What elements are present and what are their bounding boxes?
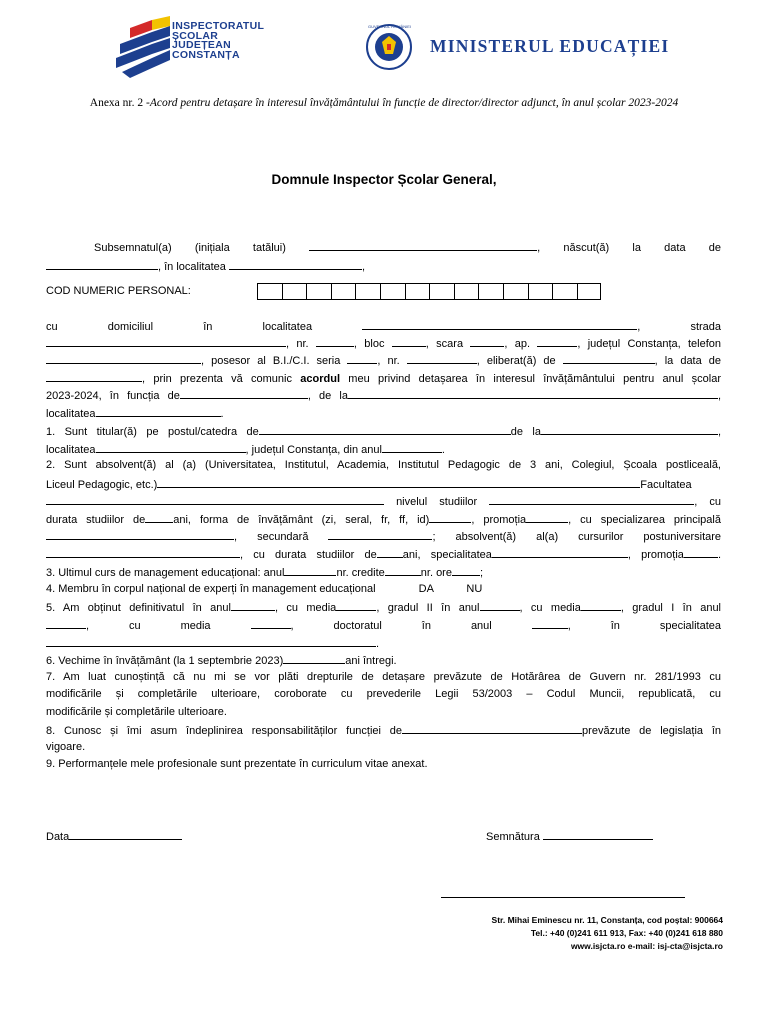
- form-line-7: 2023-2024, în funcția de , de la ,: [46, 390, 721, 402]
- grade1-grade-field[interactable]: [251, 618, 291, 629]
- main-specialization-field[interactable]: [46, 529, 234, 540]
- grade2-grade-field[interactable]: [581, 600, 621, 611]
- isj-logo-line: ȘCOLAR: [172, 29, 219, 42]
- cnp-digit-box[interactable]: [577, 283, 602, 300]
- annex-prefix: Anexa nr. 2 -: [89, 97, 150, 109]
- item-9: 9. Performanțele mele profesionale sunt prezentate în curriculum vitae anexat.: [46, 758, 428, 770]
- cnp-digit-box[interactable]: [331, 283, 356, 300]
- secondary-specialization-field[interactable]: [328, 529, 432, 540]
- mgmt-credits-field[interactable]: [385, 565, 421, 576]
- annex-text: Acord pentru detașare în interesul învățământului în funcție de director/director adjunct, în anul școlar 2023-2024: [149, 97, 679, 109]
- cnp-input[interactable]: [257, 283, 601, 300]
- study-level-field[interactable]: [489, 494, 694, 505]
- tenure-post-field[interactable]: [259, 424, 511, 435]
- postgrad-duration-field[interactable]: [377, 547, 403, 558]
- footer-phone: Tel.: +40 (0)241 611 913, Fax: +40 (0)241 618 880: [530, 928, 723, 938]
- tenure-locality-field[interactable]: [96, 442, 246, 453]
- cnp-digit-box[interactable]: [306, 283, 331, 300]
- cnp-digit-box[interactable]: [528, 283, 553, 300]
- street-number-field[interactable]: [316, 336, 354, 347]
- doctorate-specialty-field[interactable]: [46, 636, 376, 647]
- doctorate-year-field[interactable]: [532, 618, 568, 629]
- form-line-2: , în localitatea ,: [46, 259, 721, 273]
- mgmt-course-year-field[interactable]: [284, 565, 336, 576]
- isj-logo-line: CONSTANȚA: [172, 48, 240, 61]
- residence-locality-field[interactable]: [362, 319, 637, 330]
- item-7-line-3: modificările și completările ulterioare.: [46, 706, 227, 718]
- faculty-field[interactable]: [46, 494, 384, 505]
- school-field[interactable]: [348, 388, 718, 399]
- study-form-field[interactable]: [429, 512, 471, 523]
- signature-field[interactable]: [543, 829, 653, 840]
- ministry-logo: [362, 22, 722, 72]
- form-line-1: Subsemnatul(a) (inițiala tatălui) , născut(ă) la data de: [94, 242, 722, 254]
- id-issue-date-field[interactable]: [46, 371, 142, 382]
- item-8-line-2: vigoare.: [46, 741, 86, 753]
- item-2-line-3: nivelul studiilor , cu: [46, 494, 721, 508]
- father-initial-field[interactable]: [309, 240, 537, 251]
- item-5-line-3: .: [46, 636, 721, 650]
- item-2-line-1: 2. Sunt absolvent(ă) al (a) (Universitatea, Institutul, Academia, Institutul Pedagogic de 3 ani, Colegiul, Școala postliceală,: [46, 459, 721, 471]
- mgmt-hours-field[interactable]: [452, 565, 480, 576]
- school-locality-field[interactable]: [96, 406, 221, 417]
- cnp-digit-box[interactable]: [380, 283, 405, 300]
- item-8-line-1: 8. Cunosc și îmi asum îndeplinirea responsabilităților funcției de prevăzute de legislația în: [46, 725, 722, 737]
- signature-label: Semnătura: [486, 831, 540, 843]
- date-field[interactable]: [69, 829, 182, 840]
- definitivat-grade-field[interactable]: [336, 600, 376, 611]
- cnp-label: COD NUMERIC PERSONAL:: [46, 285, 191, 297]
- annex-title: [0, 97, 768, 109]
- item-4: 4. Membru în corpul național de experți în management educațional DA NU: [46, 583, 483, 595]
- signature-row: [486, 829, 653, 843]
- isj-logo-line: JUDEȚEAN: [172, 39, 231, 51]
- responsibility-function-field[interactable]: [402, 723, 582, 734]
- cnp-digit-box[interactable]: [355, 283, 380, 300]
- street-field[interactable]: [46, 336, 286, 347]
- item-3: 3. Ultimul curs de management educațional: anul nr. credite nr. ore ;: [46, 567, 484, 579]
- postgrad-course-field[interactable]: [46, 547, 240, 558]
- staircase-field[interactable]: [470, 336, 504, 347]
- footer-divider: [441, 897, 685, 898]
- item-5-line-1: 5. Am obținut definitivatul în anul , cu media , gradul II în anul , cu media , gradul I în anul: [46, 602, 721, 614]
- study-duration-field[interactable]: [145, 512, 173, 523]
- function-field[interactable]: [180, 388, 308, 399]
- option-da[interactable]: DA: [418, 583, 434, 595]
- cnp-digit-box[interactable]: [429, 283, 454, 300]
- greeting: Domnule Inspector Școlar General,: [271, 172, 497, 187]
- id-issuer-field[interactable]: [563, 353, 655, 364]
- seal-text: GUVERNUL ROMÂNIEI: [368, 24, 411, 29]
- birth-date-field[interactable]: [46, 259, 158, 270]
- item-7-line-1: 7. Am luat cunoștință că nu mi se vor plăti drepturile de detașare prevăzute de Hotărârea de Guvern nr. 281/1993 cu: [46, 671, 721, 683]
- item-6: 6. Vechime în învățământ (la 1 septembrie 2023) ani întregi.: [46, 655, 397, 667]
- form-line-6: , prin prezenta vă comunic acordul meu privind detașarea în interesul învățământului pentru anul școlar: [46, 371, 721, 385]
- isj-constanta-logo: [112, 14, 312, 84]
- government-seal-icon: [362, 22, 420, 72]
- id-number-field[interactable]: [407, 353, 477, 364]
- grade1-year-field[interactable]: [46, 618, 86, 629]
- date-label: Data: [46, 831, 70, 843]
- postgrad-specialty-field[interactable]: [492, 547, 628, 558]
- cnp-digit-box[interactable]: [552, 283, 577, 300]
- footer-contact: [492, 914, 723, 953]
- ministry-name: MINISTERUL EDUCAȚIEI: [430, 36, 670, 56]
- postgrad-year-field[interactable]: [684, 547, 718, 558]
- apartment-field[interactable]: [537, 336, 577, 347]
- option-nu[interactable]: NU: [466, 583, 483, 595]
- cnp-digit-box[interactable]: [282, 283, 307, 300]
- item-1-line-2: localitatea , județul Constanța, din anul .: [46, 444, 445, 456]
- block-field[interactable]: [392, 336, 426, 347]
- isj-logo-line: INSPECTORATUL: [172, 20, 265, 32]
- phone-field[interactable]: [46, 353, 201, 364]
- graduation-year-field[interactable]: [526, 512, 568, 523]
- cnp-digit-box[interactable]: [257, 283, 282, 300]
- cnp-digit-box[interactable]: [503, 283, 528, 300]
- item-2-line-5: , secundară ; absolvent(ă) al(a) cursurilor postuniversitare: [46, 529, 721, 543]
- cnp-digit-box[interactable]: [454, 283, 479, 300]
- definitivat-year-field[interactable]: [231, 600, 275, 611]
- item-5-line-2: , cu media , doctoratul în anul , în specialitatea: [46, 618, 721, 632]
- form-line-8: localitatea .: [46, 408, 224, 420]
- item-2-line-4: durata studiilor de ani, forma de învățământ (zi, seral, fr, ff, id) , promoția , cu specializarea principală: [46, 514, 721, 526]
- id-series-field[interactable]: [347, 353, 377, 364]
- footer-web: www.isjcta.ro e-mail: isj-cta@isjcta.ro: [570, 941, 723, 951]
- institution-field[interactable]: [157, 477, 640, 488]
- seniority-field[interactable]: [283, 653, 345, 664]
- tenure-year-field[interactable]: [382, 442, 442, 453]
- form-line-3: cu domiciliul în localitatea , strada: [46, 321, 722, 333]
- birth-place-field[interactable]: [229, 259, 362, 270]
- item-7-line-2: modificările și completările ulterioare, coroborate cu prevederile Legii 53/2003 – Codul Muncii, republicată, cu: [46, 688, 721, 700]
- item-2-line-2: Liceul Pedagogic, etc.) Facultatea: [46, 479, 692, 491]
- cnp-digit-box[interactable]: [405, 283, 430, 300]
- grade2-year-field[interactable]: [480, 600, 520, 611]
- item-2-line-6: , cu durata studiilor de ani, specialitatea , promoția .: [46, 547, 721, 561]
- cnp-digit-box[interactable]: [478, 283, 503, 300]
- form-line-5: , posesor al B.I./C.I. seria , nr. , eliberat(ă) de , la data de: [46, 353, 721, 367]
- footer-address: Str. Mihai Eminescu nr. 11, Constanța, cod poștal: 900664: [491, 915, 723, 925]
- item-1-line-1: 1. Sunt titular(ă) pe postul/catedra de de la ,: [46, 426, 721, 438]
- tenure-school-field[interactable]: [541, 424, 718, 435]
- form-line-4: , nr. , bloc , scara , ap. , județul Constanța, telefon: [46, 336, 721, 350]
